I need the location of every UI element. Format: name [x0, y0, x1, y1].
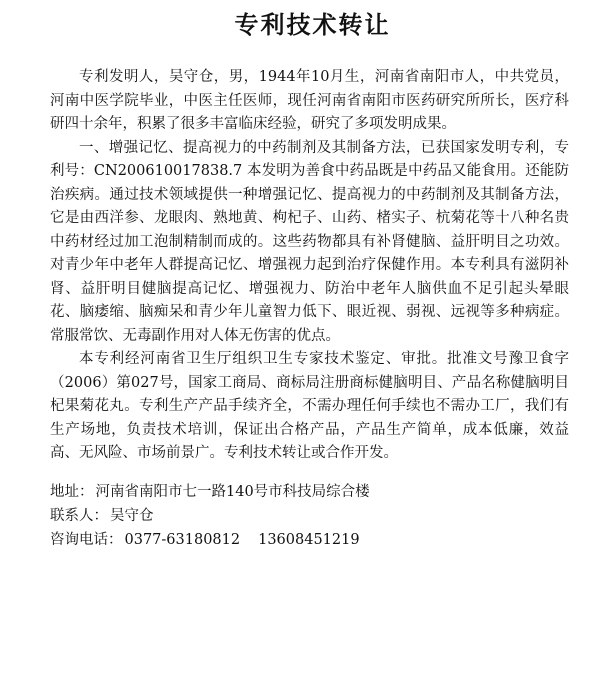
paragraph-inventor: 专利发明人，吴守仓，男，1944年10月生，河南省南阳市人，中共党员，河南中医学院毕业，中医主任医师，现任河南省南阳市医药研究所所长，医疗科研四十余年，积累了很多丰富临床经验，研究了多项发明成果。 [50, 69, 569, 132]
phone-number-1: 0377-63180812 [124, 531, 241, 548]
contact-person-line [50, 504, 569, 528]
paragraph-approval: 本专利经河南省卫生厅组织卫生专家技术鉴定、审批。批准文号豫卫食字（2006）第027号，国家工商局、商标局注册商标健脑明目、产品名称健脑明目杞果菊花丸。专利生产产品手续齐全，不需办理任何手续也不需办工厂，我们有生产场地，负责技术培训，保证出合格产品，产品生产简单，成本低廉，效益高、无风险、市场前景广。专利技术转让或合作开发。 [50, 351, 569, 461]
address-label: 地址： [50, 483, 94, 500]
address-line [50, 480, 569, 504]
phone-label: 咨询电话： [50, 531, 123, 548]
paragraph-patent-description: 一、增强记忆、提高视力的中药制剂及其制备方法，已获国家发明专利，专利号：CN200610017838.7 本发明为善食中药品既是中药品又能食用。还能防治疾病。通过技术领域提供一种增强记忆、提高视力的中药制剂及其制备方法，它是由西洋参、龙眼肉、熟地黄、枸杞子、山药、楮实子、杭菊花等十八种名贵中药材经过加工泡制精制而成的。这些药物都具有补肾健脑、益肝明目之功效。对青少年中老年人群提高记忆、增强视力起到治疗保健作用。本专利具有滋阴补肾、益肝明目健脑提高记忆、增强视力、防治中老年人脑供血不足引起头晕眼花、脑痿缩、脑痴呆和青少年儿童智力低下、眼近视、弱视、远视等多种病症。常服常饮、无毒副作用对人体无伤害的优点。 [50, 139, 569, 344]
document-title: 专利技术转让 [234, 11, 391, 39]
contact-person-value: 吴守仓 [110, 507, 154, 524]
contact-person-label: 联系人： [50, 507, 108, 524]
address-value: 河南省南阳市七一路140号市科技局综合楼 [95, 483, 370, 500]
contact-block [50, 480, 569, 552]
phone-number-2: 13608451219 [258, 531, 360, 548]
phone-line [50, 528, 569, 552]
